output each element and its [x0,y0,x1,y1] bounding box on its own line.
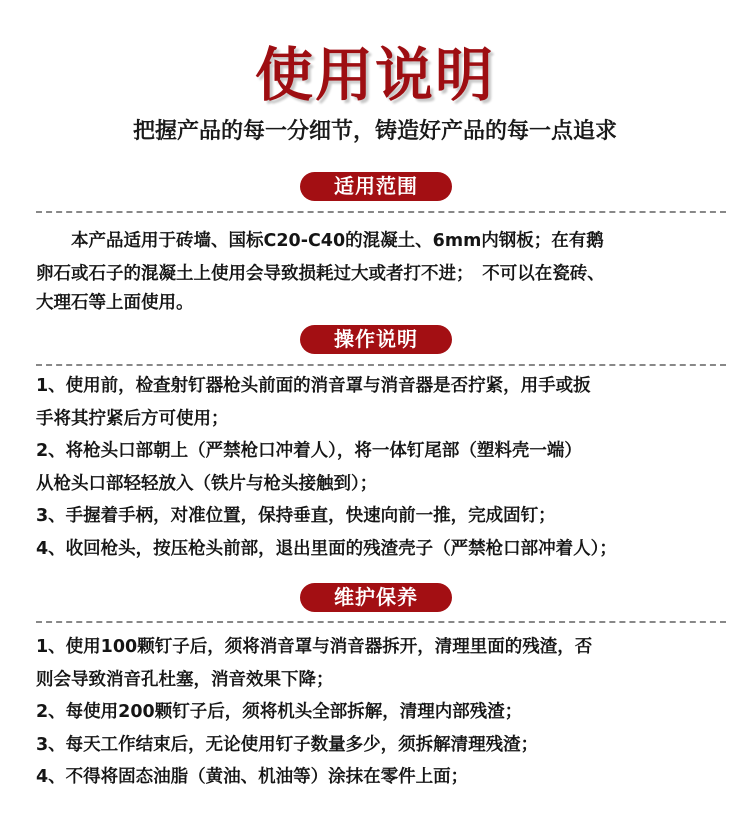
page-title: 使用说明 [254,41,495,109]
divider [36,621,726,623]
text-line: 1、使用100颗钉子后，须将消音罩与消音器拆开，清理里面的残渣，否 [36,637,593,657]
text-line: 3、手握着手柄，对准位置，保持垂直，快速向前一推，完成固钉； [36,506,556,526]
text-line: 4、不得将固态油脂（黄油、机油等）涂抹在零件上面； [36,767,469,787]
text-line: 1、使用前，检查射钉器枪头前面的消音罩与消音器是否拧紧，用手或扳 [36,376,591,396]
section-heading-operation: 操作说明 [300,325,452,354]
text-line: 3、每天工作结束后，无论使用钉子数量多少，须拆解清理残渣； [36,734,539,755]
text-line: 卵石或石子的混凝土上使用会导致损耗过大或者打不进； 不可以在瓷砖、 [36,263,605,284]
text-line: 大理石等上面使用。 [36,293,194,313]
text-line: 手将其拧紧后方可使用； [36,408,229,429]
text-line: 2、每使用200颗钉子后，须将机头全部拆解，清理内部残渣； [36,702,523,722]
section-heading-maintenance: 维护保养 [300,583,452,612]
text-line: 则会导致消音孔杜塞，消音效果下降； [36,669,334,690]
section-body-maintenance [36,631,726,794]
section-body-operation [36,370,726,565]
divider [36,364,726,366]
text-line: 从枪头口部轻轻放入（铁片与枪头接触到）； [36,473,378,494]
text-line: 2、将枪头口部朝上（严禁枪口冲着人），将一体钉尾部（塑料壳一端） [36,441,582,461]
page-subtitle: 把握产品的每一分细节，铸造好产品的每一点追求 [132,119,617,144]
section-heading-scope: 适用范围 [300,172,452,201]
divider [36,211,726,213]
text-line: 本产品适用于砖墙、国标C20-C40的混凝土、6mm内钢板；在有鹅 [36,231,604,251]
section-body-scope [36,225,726,316]
text-line: 4、收回枪头，按压枪头前部，退出里面的残渣壳子（严禁枪口部冲着人）； [36,538,617,559]
